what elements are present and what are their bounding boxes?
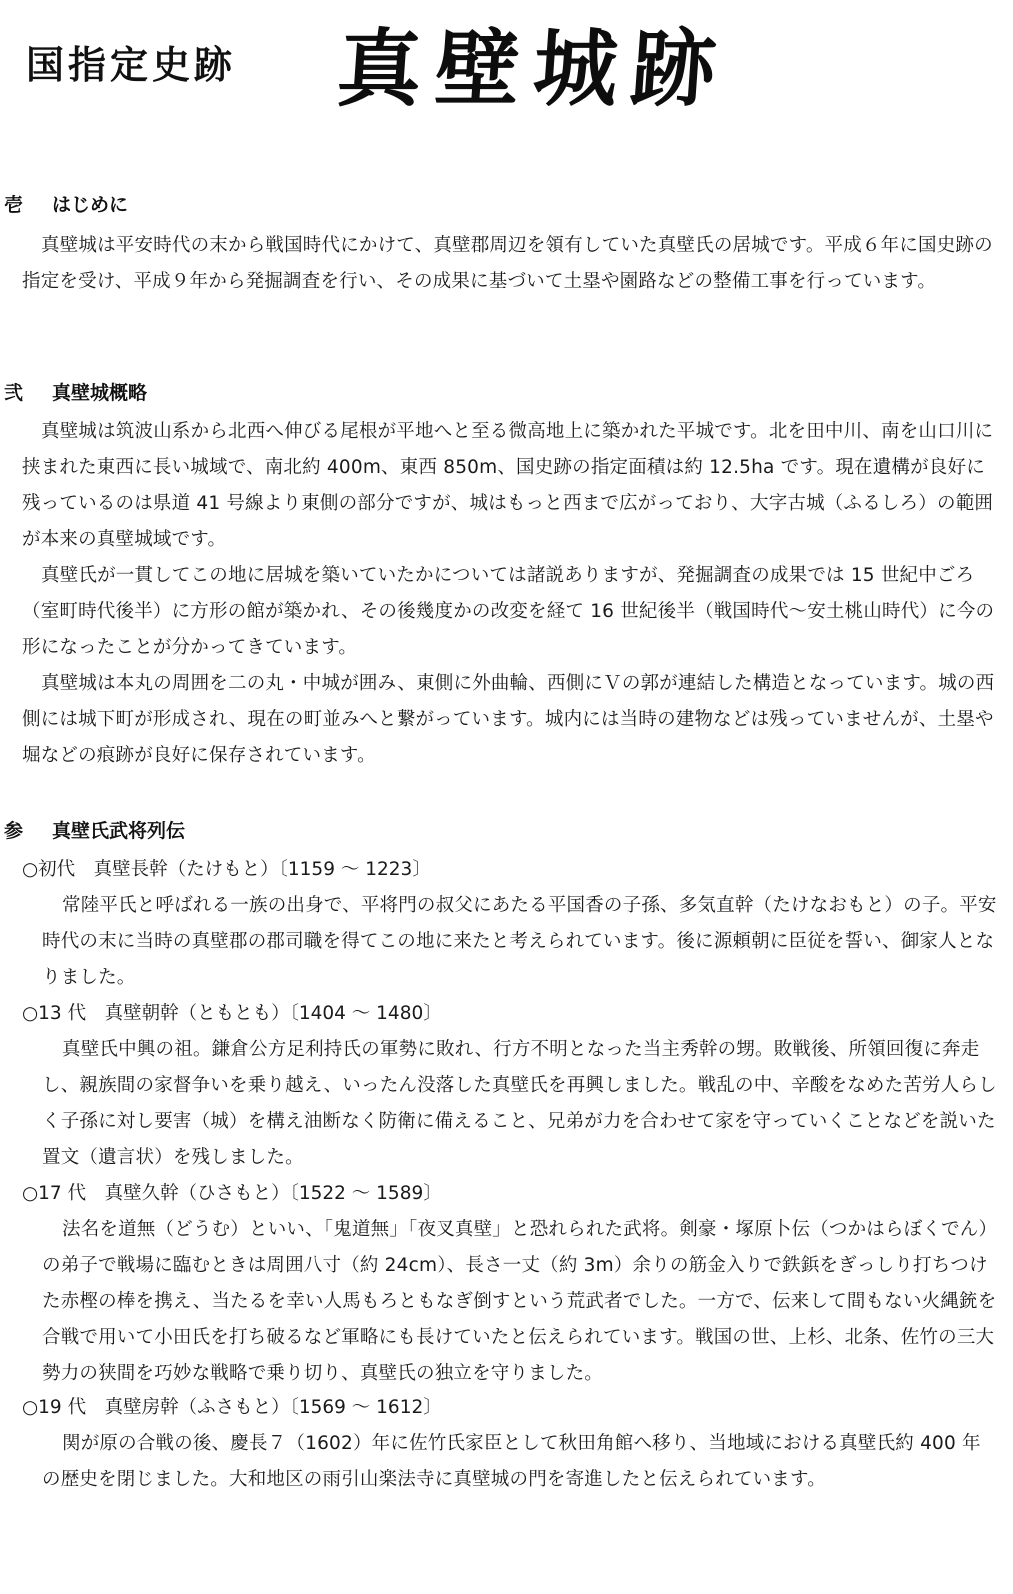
section-number: 参: [4, 820, 24, 842]
section-number: 壱: [4, 194, 24, 216]
general-heading: ○17 代 真壁久幹（ひさもと）〔1522 ～ 1589〕: [22, 1183, 442, 1204]
header: [0, 0, 1013, 130]
page-subtitle: 国指定史跡: [26, 42, 237, 87]
paragraph-overview-1: 真壁城は筑波山系から北西へ伸びる尾根が平地へと至る微高地上に築かれた平城です。北を田中川、南を山口川に挟まれた東西に長い城域で、南北約 400m、東西 850m、国史跡の指定面積は約 12.5ha です。現在遺構が良好に残っているのは県道 41 号線より東側の部分ですが、城はもっと西まで広がっており、大字古城（ふるしろ）の範囲が本来の真壁城域です。: [22, 421, 994, 550]
section-number: 弐: [4, 382, 24, 404]
general-heading: ○初代 真壁長幹（たけもと）〔1159 ～ 1223〕: [22, 859, 431, 880]
general-body: 真壁氏中興の祖。鎌倉公方足利持氏の軍勢に敗れ、行方不明となった当主秀幹の甥。敗戦後、所領回復に奔走し、親族間の家督争いを乗り越え、いったん没落した真壁氏を再興しました。戦乱の中、辛酸をなめた苦労人らしく子孫に対し要害（城）を構え油断なく防衛に備えること、兄弟が力を合わせて家を守っていくことなどを説いた置文（遺言状）を残しました。: [42, 1039, 997, 1168]
section-title: 真壁氏武将列伝: [52, 820, 186, 842]
general-heading: ○13 代 真壁朝幹（ともとも）〔1404 ～ 1480〕: [22, 1003, 442, 1024]
general-body: 法名を道無（どうむ）といい、「鬼道無」「夜叉真壁」と恐れられた武将。剣豪・塚原卜伝（つかはらぼくでん）の弟子で戦場に臨むときは周囲八寸（約 24cm）、長さ一丈（約 3m）余りの筋金入りで鉄鋲をぎっしり打ちつけた赤樫の棒を携え、当たるを幸い人馬もろともなぎ倒すという荒武者でした。一方で、伝来して間もない火縄銃を合戦で用いて小田氏を打ち破るなど軍略にも長けていたと伝えられています。戦国の世、上杉、北条、佐竹の三大勢力の狭間を巧妙な戦略で乗り切り、真壁氏の独立を守りました。: [42, 1219, 997, 1384]
general-body: 常陸平氏と呼ばれる一族の出身で、平将門の叔父にあたる平国香の子孫、多気直幹（たけなおもと）の子。平安時代の末に当時の真壁郡の郡司職を得てこの地に来たと考えられています。後に源頼朝に臣従を誓い、御家人となりました。: [42, 895, 997, 988]
general-body: 関が原の合戦の後、慶長７（1602）年に佐竹氏家臣として秋田角館へ移り、当地域における真壁氏約 400 年の歴史を閉じました。大和地区の雨引山楽法寺に真壁城の門を寄進したと伝えられています。: [42, 1433, 981, 1490]
section-title: 真壁城概略: [52, 382, 148, 404]
section-heading-overview: [4, 378, 147, 405]
paragraph-intro: 真壁城は平安時代の末から戦国時代にかけて、真壁郡周辺を領有していた真壁氏の居城です。平成６年に国史跡の指定を受け、平成９年から発掘調査を行い、その成果に基づいて土塁や園路などの整備工事を行っています。: [22, 235, 993, 292]
paragraph-overview-3: 真壁城は本丸の周囲を二の丸・中城が囲み、東側に外曲輪、西側にＶの郭が連結した構造となっています。城の西側には城下町が形成され、現在の町並みへと繋がっています。城内には当時の建物などは残っていませんが、土塁や堀などの痕跡が良好に保存されています。: [22, 673, 995, 766]
section-title: はじめに: [52, 194, 129, 216]
page-title: 真壁城跡: [334, 19, 734, 118]
paragraph-overview-2: 真壁氏が一貫してこの地に居城を築いていたかについては諸説ありますが、発掘調査の成果では 15 世紀中ごろ（室町時代後半）に方形の館が築かれ、その後幾度かの改変を経て 16 世紀後半（戦国時代～安土桃山時代）に今の形になったことが分かってきています。: [22, 565, 995, 658]
general-heading: ○19 代 真壁房幹（ふさもと）〔1569 ～ 1612〕: [22, 1397, 442, 1418]
section-heading-generals: [4, 816, 185, 843]
section-heading-intro: [4, 190, 128, 217]
